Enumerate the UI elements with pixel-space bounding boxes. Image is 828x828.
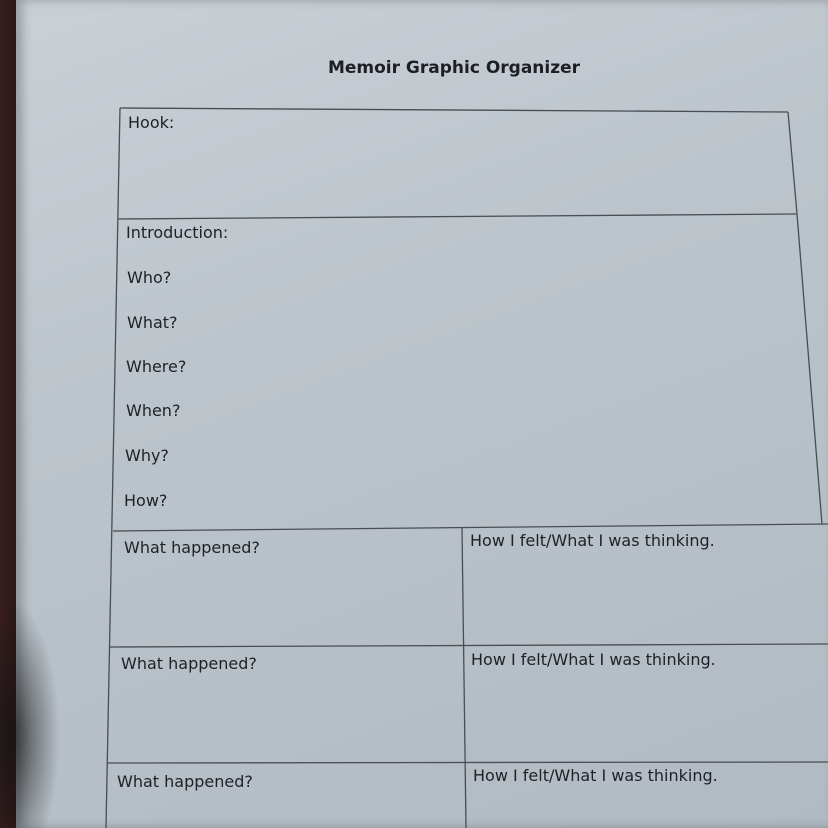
question-where: Where? [126,357,187,376]
question-why: Why? [125,446,169,465]
question-who: Who? [127,268,172,287]
question-when: When? [126,401,181,420]
table-left-border [106,108,120,828]
event-2-what-happened: What happened? [121,654,257,673]
hook-label: Hook: [128,113,175,132]
event-3-what-happened: What happened? [117,772,253,791]
introduction-heading: Introduction: [126,223,229,242]
event-1-what-happened: What happened? [124,538,260,557]
question-what: What? [127,313,178,332]
event-2-how-i-felt: How I felt/What I was thinking. [471,650,716,669]
hook-divider [118,214,797,219]
event-divider-1 [110,644,828,647]
worksheet-title: Memoir Graphic Organizer [327,58,581,78]
event-1-how-i-felt: How I felt/What I was thinking. [470,531,715,550]
event-3-how-i-felt: How I felt/What I was thinking. [473,766,718,785]
question-how: How? [124,491,168,510]
intro-divider [113,524,828,531]
table-top-border [120,108,788,112]
event-divider-2 [107,762,828,763]
column-divider [462,528,466,828]
table-right-border [788,112,797,214]
